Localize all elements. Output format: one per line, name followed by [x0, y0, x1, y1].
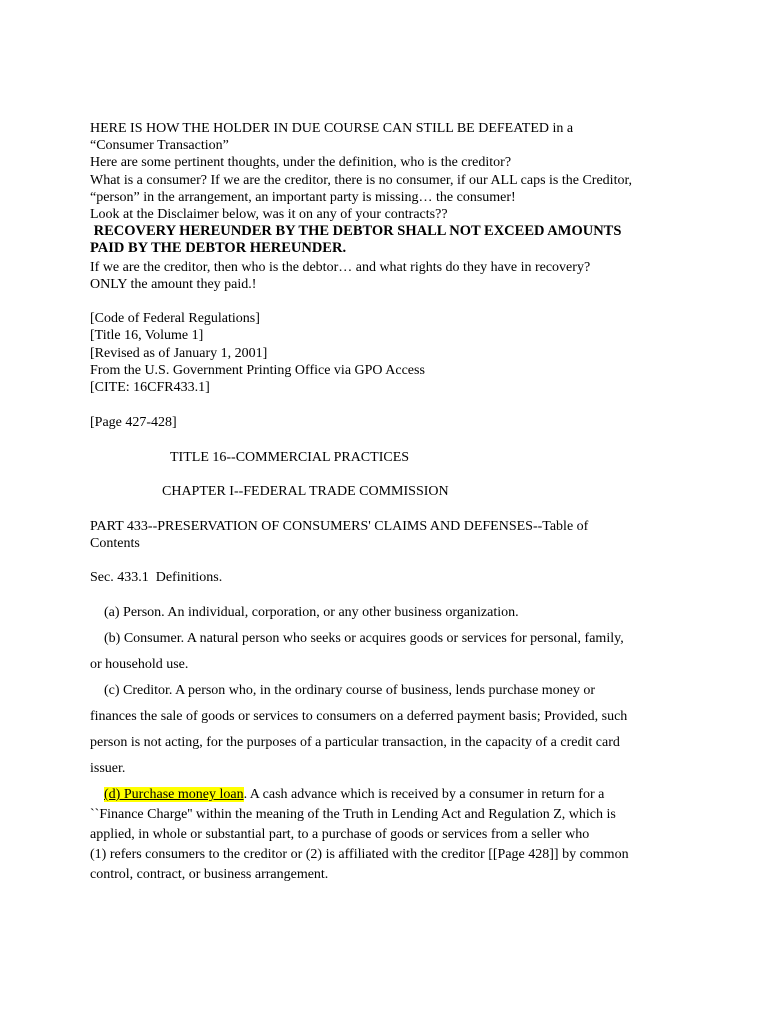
- title-heading: TITLE 16--COMMERCIAL PRACTICES: [170, 450, 410, 465]
- intro-line-4: What is a consumer? If we are the creditor, there is no consumer, if our ALL caps is the Creditor,: [90, 173, 633, 188]
- definition-d-line-3: applied, in whole or substantial part, to a purchase of goods or services from a seller who: [90, 827, 590, 842]
- intro-line-5: “person” in the arrangement, an important party is missing… the consumer!: [90, 190, 516, 205]
- definition-c-line-4: issuer.: [90, 761, 126, 776]
- intro-line-2: “Consumer Transaction”: [90, 138, 229, 153]
- intro-line-1: HERE IS HOW THE HOLDER IN DUE COURSE CAN STILL BE DEFEATED in a: [90, 121, 574, 136]
- citation-title: [Title 16, Volume 1]: [90, 328, 204, 343]
- definition-b-line-1: (b) Consumer. A natural person who seeks or acquires goods or services for personal, family,: [90, 631, 624, 646]
- definition-d-line-1-rest: . A cash advance which is received by a consumer in return for a: [243, 787, 605, 802]
- definition-d-line-1: [104, 786, 604, 803]
- definition-d-line-2: ``Finance Charge'' within the meaning of the Truth in Lending Act and Regulation Z, which is: [90, 807, 616, 822]
- citation-cite: [CITE: 16CFR433.1]: [90, 380, 210, 395]
- citation-source: From the U.S. Government Printing Office via GPO Access: [90, 363, 425, 378]
- intro-line-8: ONLY the amount they paid.!: [90, 277, 257, 292]
- disclaimer-line-2: PAID BY THE DEBTOR HEREUNDER.: [90, 240, 347, 256]
- citation-revised: [Revised as of January 1, 2001]: [90, 346, 268, 361]
- definition-d-line-4: (1) refers consumers to the creditor or (2) is affiliated with the creditor [[Page 428]] by common: [90, 847, 629, 862]
- citation-page: [Page 427-428]: [90, 415, 177, 430]
- part-heading-line-1: PART 433--PRESERVATION OF CONSUMERS' CLAIMS AND DEFENSES--Table of: [90, 519, 589, 534]
- purchase-money-loan-highlight: (d) Purchase money loan: [104, 787, 244, 802]
- section-heading: Sec. 433.1 Definitions.: [90, 570, 223, 585]
- disclaimer-line-1: RECOVERY HEREUNDER BY THE DEBTOR SHALL NOT EXCEED AMOUNTS: [90, 223, 622, 239]
- chapter-heading: CHAPTER I--FEDERAL TRADE COMMISSION: [162, 484, 449, 499]
- definition-d-line-5: control, contract, or business arrangement.: [90, 867, 329, 882]
- definition-c-line-2: finances the sale of goods or services to consumers on a deferred payment basis; Provided, such: [90, 709, 628, 724]
- intro-line-3: Here are some pertinent thoughts, under the definition, who is the creditor?: [90, 155, 512, 170]
- definition-b-line-2: or household use.: [90, 657, 189, 672]
- intro-line-6: Look at the Disclaimer below, was it on any of your contracts??: [90, 207, 448, 222]
- definition-a: (a) Person. An individual, corporation, or any other business organization.: [90, 605, 519, 620]
- citation-code: [Code of Federal Regulations]: [90, 311, 260, 326]
- intro-line-7: If we are the creditor, then who is the debtor… and what rights do they have in recovery?: [90, 260, 591, 275]
- part-heading-line-2: Contents: [90, 536, 140, 551]
- definition-c-line-1: (c) Creditor. A person who, in the ordinary course of business, lends purchase money or: [90, 683, 596, 698]
- definition-c-line-3: person is not acting, for the purposes of a particular transaction, in the capacity of a credit card: [90, 735, 620, 750]
